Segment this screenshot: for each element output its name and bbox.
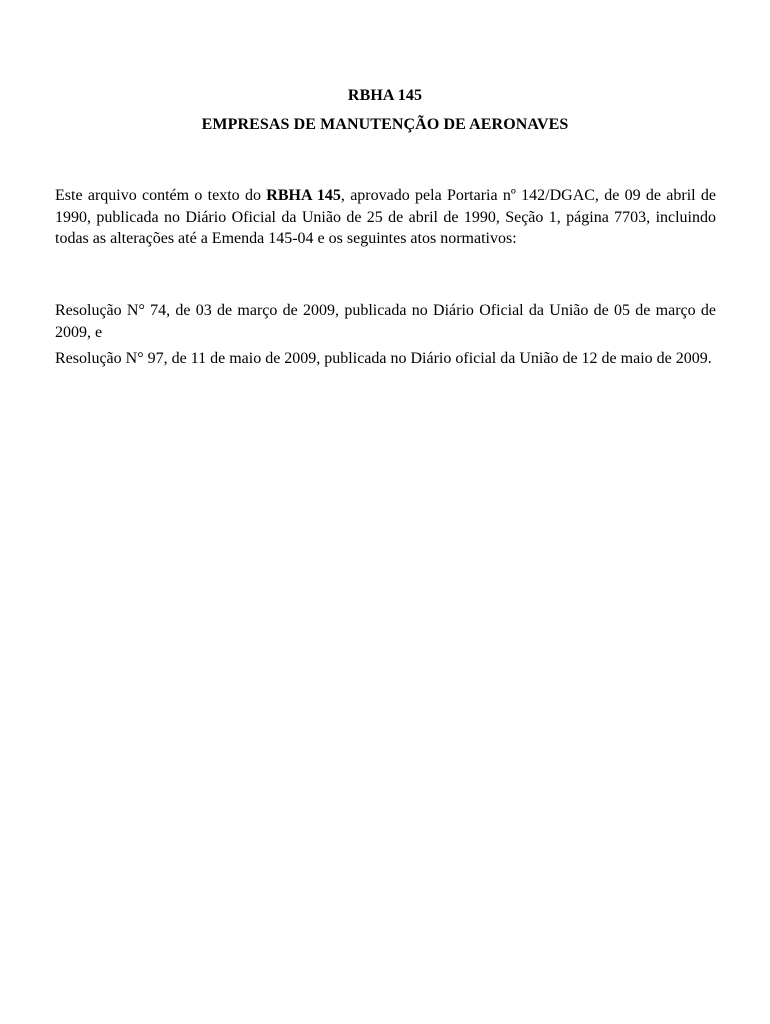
intro-text-bold: RBHA 145 xyxy=(266,187,341,204)
document-code-heading: RBHA 145 xyxy=(347,87,423,104)
intro-paragraph xyxy=(55,185,716,250)
intro-text-after: , aprovado pela Portaria nº 142/DGAC, de 09 de abril de 1990, publicada no Diário Oficial da União de 25 de abril de 1990, Seção 1, página 7703, incluindo todas as alterações até a Emenda 145-04 e os seguintes atos normativos: xyxy=(55,187,717,247)
resolution-paragraph-97: Resolução N° 97, de 11 de maio de 2009, publicada no Diário oficial da União de 12 de maio de 2009. xyxy=(55,350,712,367)
intro-text-before: Este arquivo contém o texto do xyxy=(55,187,267,204)
resolution-paragraph-74: Resolução N° 74, de 03 de março de 2009, publicada no Diário Oficial da União de 05 de março de 2009, e xyxy=(55,302,716,341)
document-title-heading: EMPRESAS DE MANUTENÇÃO DE AERONAVES xyxy=(201,116,569,133)
